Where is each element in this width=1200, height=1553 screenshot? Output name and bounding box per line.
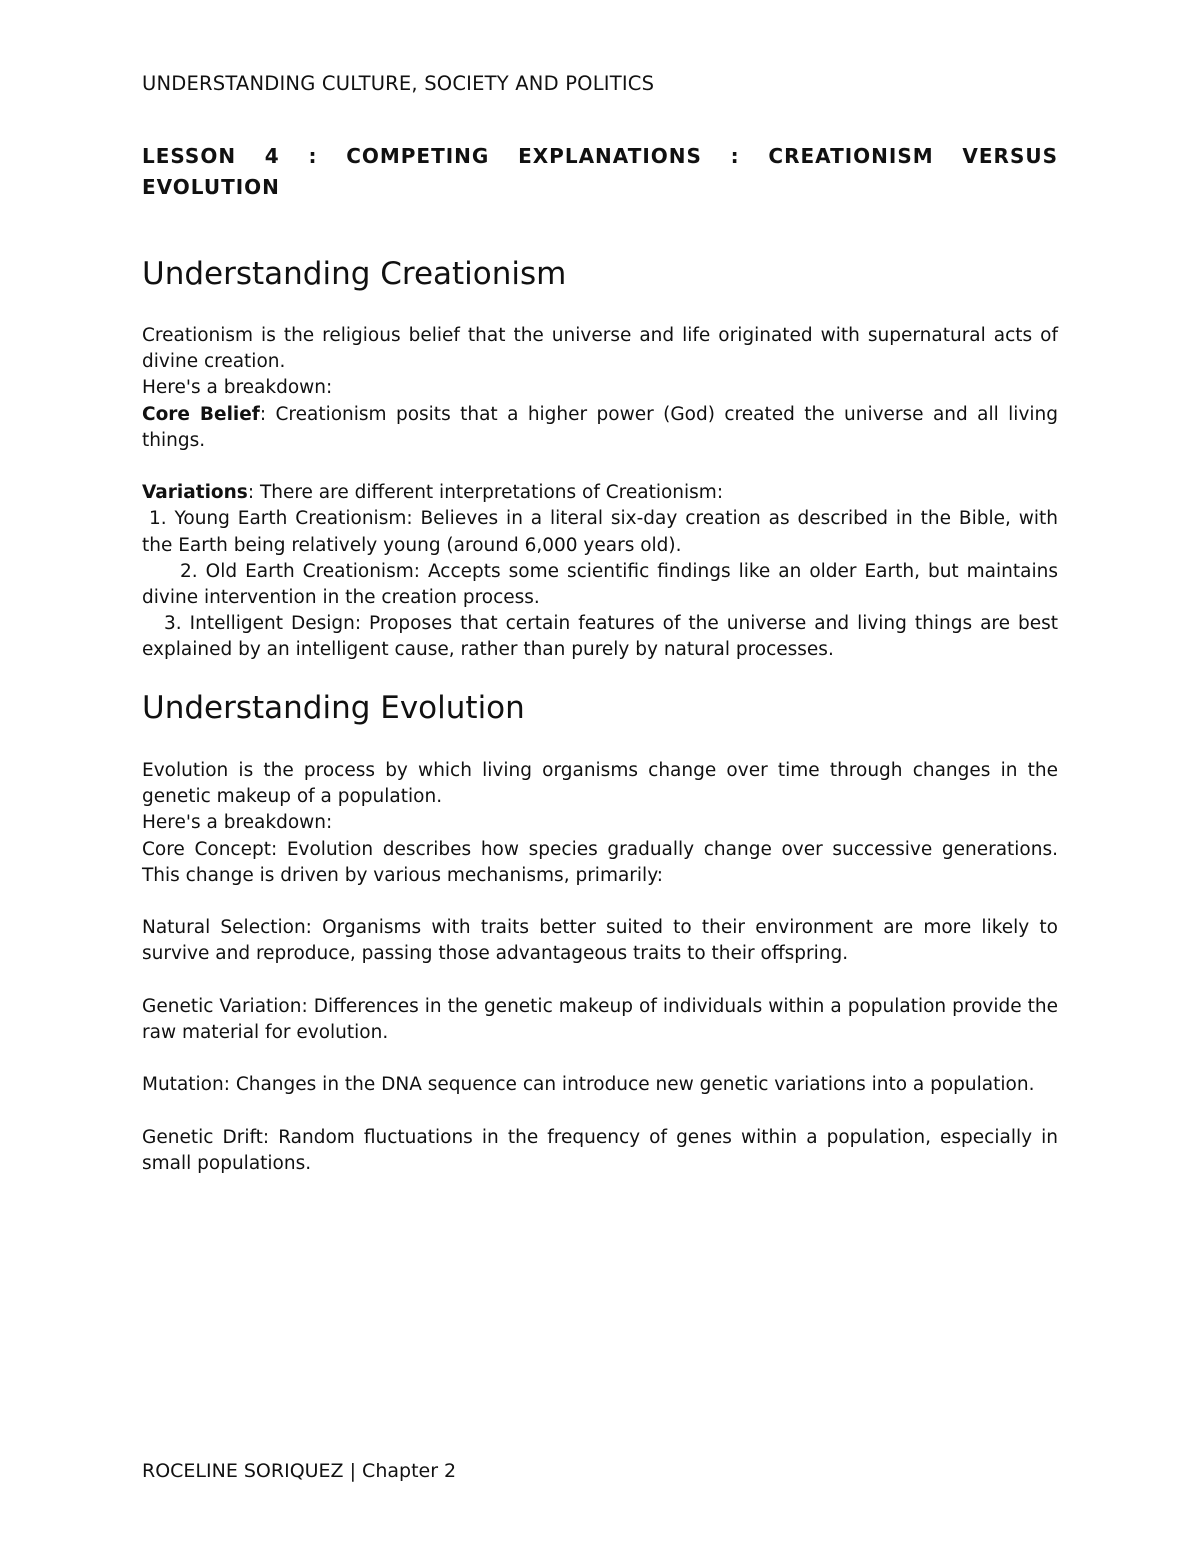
variation-text: Young Earth Creationism: Believes in a literal six-day creation as described in the Bible, with the Earth being relatively young (around 6,000 years old).: [142, 508, 1058, 556]
core-concept-paragraph: Core Concept: Evolution describes how species gradually change over successive generations. This change is driven by various mechanisms, primarily:: [142, 838, 1058, 886]
genetic-variation-paragraph: Genetic Variation: Differences in the genetic makeup of individuals within a population provide the raw material for evolution.: [142, 995, 1058, 1043]
natural-selection-paragraph: Natural Selection: Organisms with traits better suited to their environment are more likely to survive and reproduce, passing those advantageous traits to their offspring.: [142, 917, 1058, 965]
page-footer: ROCELINE SORIQUEZ | Chapter 2: [142, 1460, 457, 1482]
core-belief-text: : Creationism posits that a higher power (God) created the universe and all living things.: [142, 403, 1059, 451]
variation-item-3: [142, 611, 1058, 663]
page-header: UNDERSTANDING CULTURE, SOCIETY AND POLITICS: [142, 72, 655, 95]
variations-label: Variations: [142, 482, 248, 504]
paragraph-gap: [142, 889, 1058, 915]
paragraph-gap: [142, 968, 1058, 994]
lesson-title: LESSON 4 : COMPETING EXPLANATIONS : CREATIONISM VERSUS EVOLUTION: [142, 144, 1058, 199]
variation-number: 2.: [180, 560, 198, 582]
creationism-intro: Creationism is the religious belief that the universe and life originated with supernatural acts of divine creation.: [142, 325, 1058, 373]
creationism-section: [142, 323, 1058, 664]
core-belief-label: Core Belief: [142, 403, 260, 425]
variation-number: 1.: [149, 508, 167, 530]
paragraph-gap: [142, 454, 1058, 480]
evolution-section: [142, 758, 1058, 1177]
genetic-drift-paragraph: Genetic Drift: Random fluctuations in the frequency of genes within a population, especially in small populations.: [142, 1126, 1058, 1174]
evolution-intro: Evolution is the process by which living organisms change over time through changes in the genetic makeup of a population.: [142, 760, 1058, 808]
core-belief-paragraph: [142, 402, 1058, 454]
evolution-breakdown: Here's a breakdown:: [142, 812, 333, 834]
variations-paragraph: [142, 480, 1058, 506]
variation-text: Old Earth Creationism: Accepts some scientific findings like an older Earth, but maintains divine intervention in the creation process.: [142, 560, 1058, 609]
variations-text: : There are different interpretations of Creationism:: [247, 482, 724, 504]
variation-item-1: [142, 506, 1058, 558]
variation-item-2: [142, 559, 1058, 611]
evolution-heading: Understanding Evolution: [142, 690, 525, 726]
paragraph-gap: [142, 1099, 1058, 1125]
paragraph-gap: [142, 1046, 1058, 1072]
variation-text: Intelligent Design: Proposes that certain features of the universe and living things are best explained by an intelligent cause, rather than purely by natural processes.: [142, 613, 1058, 661]
creationism-heading: Understanding Creationism: [142, 256, 567, 292]
mutation-paragraph: Mutation: Changes in the DNA sequence can introduce new genetic variations into a population.: [142, 1074, 1035, 1096]
variation-number: 3.: [164, 613, 182, 635]
creationism-breakdown: Here's a breakdown:: [142, 377, 333, 399]
